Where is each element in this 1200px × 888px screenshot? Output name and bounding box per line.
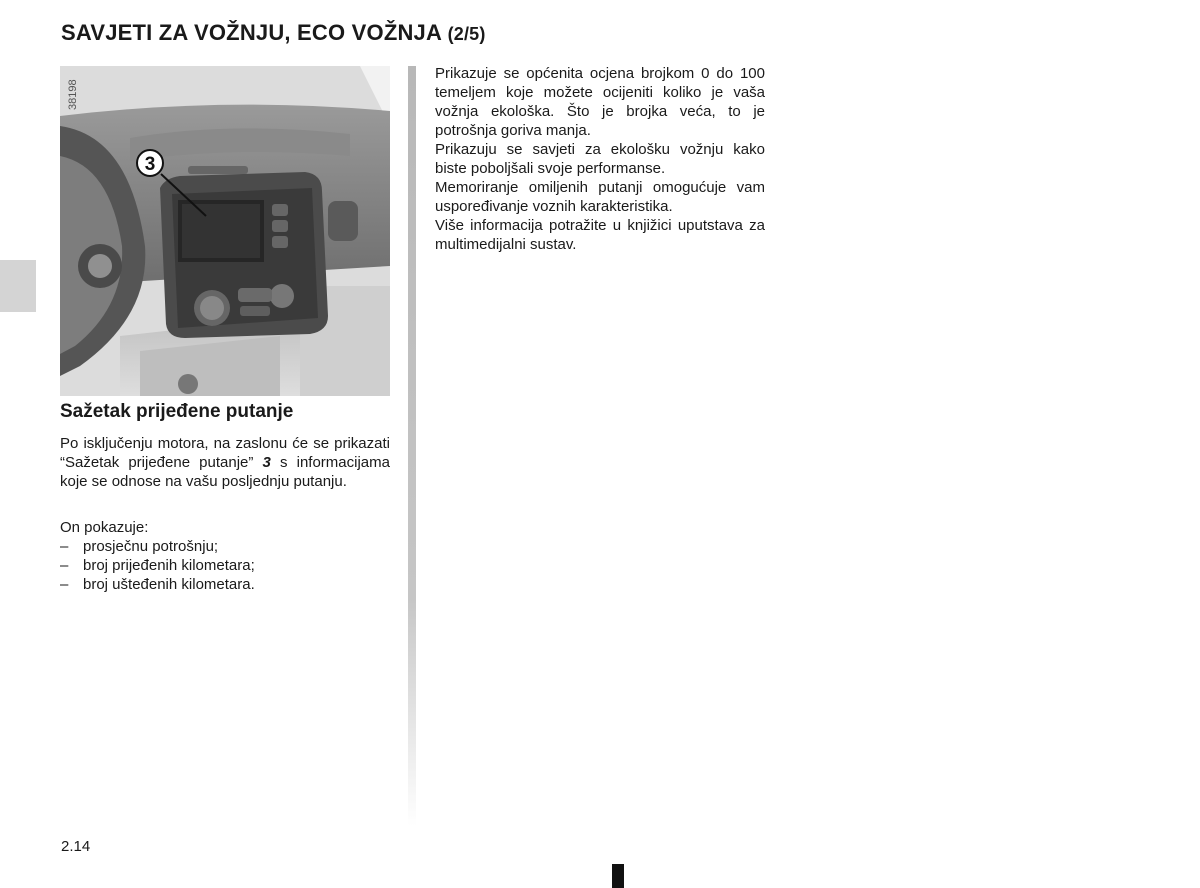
list-item xyxy=(60,575,255,594)
page-indicator: (2/5) xyxy=(447,24,486,44)
intro-paragraph xyxy=(60,434,390,491)
list-item-text: broj prijeđenih kilometara; xyxy=(83,557,255,574)
list-item-text: broj ušteđenih kilometara. xyxy=(83,576,255,593)
paragraph-score: Prikazuje se općenita ocjena brojkom 0 do 100 temeljem koje možete ocijeniti koliko je vaša vožnja ekološka. Što je brojka veća, to je potrošnja goriva manja. xyxy=(435,65,765,139)
paragraph-more-info: Više informacija potražite u knjižici uputstava za multimedijalni sustav. xyxy=(435,217,765,253)
info-list xyxy=(60,537,255,594)
section-heading: Sažetak prijeđene putanje xyxy=(60,401,294,422)
paragraph-text-after: s informacijama koje se odnose na vašu posljednju putanju. xyxy=(60,454,390,490)
page-edge-marker xyxy=(612,864,624,888)
dashboard-illustration xyxy=(60,66,390,396)
dashboard-photo xyxy=(60,66,390,396)
figure-code: 38198 xyxy=(67,79,79,110)
list-item-text: prosječnu potrošnju; xyxy=(83,538,219,555)
callout-reference: 3 xyxy=(262,454,271,471)
paragraph-text-before: Po isključenju motora, na zaslonu će se prikazati “Sažetak prijeđene putanje” xyxy=(60,435,390,471)
list-item xyxy=(60,556,255,575)
chapter-tab xyxy=(0,260,36,312)
column-divider xyxy=(408,66,416,826)
right-column xyxy=(435,64,765,254)
paragraph-routes: Memoriranje omiljenih putanji omogućuje vam uspoređivanje voznih karakteristika. xyxy=(435,179,765,215)
list-intro: On pokazuje: xyxy=(60,519,149,536)
page-number: 2.14 xyxy=(61,838,91,855)
page-title xyxy=(61,20,486,46)
title-text: SAVJETI ZA VOŽNJU, ECO VOŽNJA xyxy=(61,20,442,45)
paragraph-tips: Prikazuju se savjeti za ekološku vožnju kako biste poboljšali svoje performanse. xyxy=(435,141,765,177)
list-bullet: – xyxy=(60,576,69,593)
list-bullet: – xyxy=(60,557,69,574)
list-bullet: – xyxy=(60,538,69,555)
callout-number: 3 xyxy=(144,154,156,175)
list-item xyxy=(60,537,255,556)
